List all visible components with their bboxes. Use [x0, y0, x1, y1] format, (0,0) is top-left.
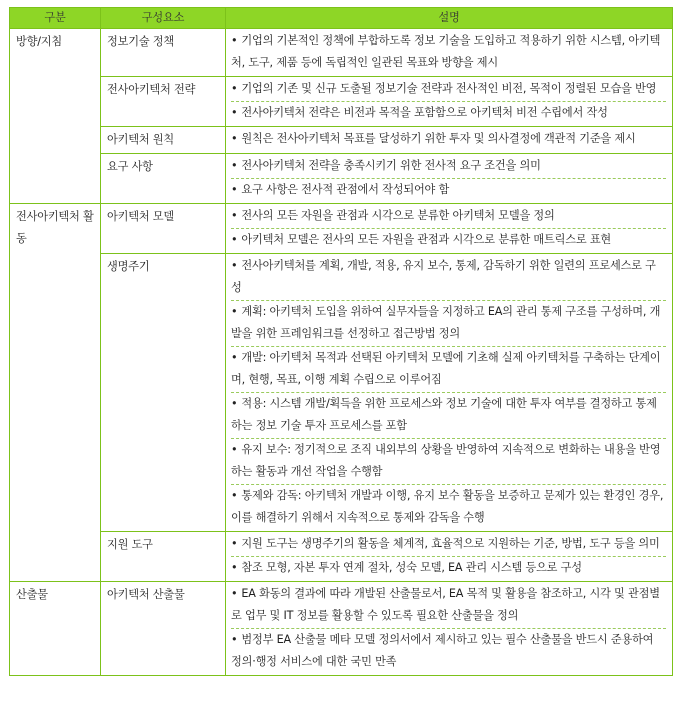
bullet-text: 통제와 감독: 아키텍처 개발과 이행, 유지 보수 활동을 보증하고 문제가 있는 환경인 경우, 이를 해결하기 위해서 지속적으로 통제와 감독을 수행 — [231, 489, 664, 524]
bullet-icon: • — [231, 159, 238, 172]
description-bullet — [231, 439, 666, 485]
description-bullet — [231, 533, 666, 557]
bullet-icon: • — [231, 489, 238, 502]
component-cell: 아키텍처 모델 — [101, 204, 226, 254]
bullet-icon: • — [231, 132, 238, 145]
component-cell: 아키텍처 원칙 — [101, 127, 226, 154]
bullet-icon: • — [231, 106, 238, 119]
category-cell: 산출물 — [10, 582, 101, 676]
component-cell: 정보기술 정책 — [101, 29, 226, 77]
table-row — [10, 254, 673, 532]
description-bullet — [231, 155, 666, 179]
table-header — [10, 8, 673, 29]
bullet-icon: • — [231, 587, 238, 600]
description-bullet — [231, 255, 666, 301]
bullet-text: 개발: 아키텍처 목적과 선택된 아키텍처 모델에 기초해 실제 아키텍처를 구축하는 단계이며, 현행, 목표, 이행 계획 수립으로 이루어짐 — [231, 351, 661, 386]
description-bullet — [231, 78, 666, 102]
bullet-text: 계획: 아키텍처 도입을 위하여 실무자들을 지정하고 EA의 관리 통제 구조를 구성하며, 개발을 위한 프레임워크를 선정하고 접근방법 정의 — [231, 305, 661, 340]
description-cell — [226, 582, 673, 676]
description-bullet — [231, 583, 666, 629]
description-bullet — [231, 393, 666, 439]
description-bullet — [231, 179, 666, 202]
description-bullet — [231, 30, 666, 75]
table-row — [10, 204, 673, 254]
header-row — [10, 8, 673, 29]
bullet-icon: • — [231, 561, 238, 574]
bullet-text: 지원 도구는 생명주기의 활동을 체계적, 효율적으로 지원하는 기준, 방법, 도구 등을 의미 — [241, 537, 660, 550]
component-cell: 전사아키텍처 전략 — [101, 77, 226, 127]
description-cell — [226, 154, 673, 204]
component-cell: 생명주기 — [101, 254, 226, 532]
bullet-text: 적용: 시스템 개발/획득을 위한 프로세스와 정보 기술에 대한 투자 여부를 결정하고 통제하는 정보 기술 투자 프로세스를 포함 — [231, 397, 657, 432]
bullet-icon: • — [231, 82, 238, 95]
description-cell — [226, 29, 673, 77]
table-row — [10, 154, 673, 204]
component-cell: 지원 도구 — [101, 532, 226, 582]
table-row — [10, 29, 673, 77]
component-cell: 아키텍처 산출물 — [101, 582, 226, 676]
bullet-text: 전사의 모든 자원을 관점과 시각으로 분류한 아키텍처 모델을 정의 — [241, 209, 555, 222]
description-bullet — [231, 557, 666, 580]
bullet-icon: • — [231, 209, 238, 222]
table-row — [10, 532, 673, 582]
header-category: 구분 — [10, 8, 101, 29]
bullet-icon: • — [231, 443, 238, 456]
description-cell — [226, 127, 673, 154]
bullet-text: 전사아키텍처를 계획, 개발, 적용, 유지 보수, 통제, 감독하기 위한 일련의 프로세스로 구성 — [231, 259, 656, 294]
component-cell: 요구 사항 — [101, 154, 226, 204]
bullet-text: 기업의 기존 및 신규 도출될 정보기술 전략과 전사적인 비전, 목적이 정렬된 모습을 반영 — [241, 82, 657, 95]
description-bullet — [231, 629, 666, 674]
description-bullet — [231, 128, 666, 151]
bullet-text: 유지 보수: 정기적으로 조직 내외부의 상황을 반영하여 지속적으로 변화하는 내용을 반영하는 활동과 개선 작업을 수행함 — [231, 443, 661, 478]
bullet-text: EA 화동의 결과에 따라 개발된 산출물로서, EA 목적 및 활용을 참조하고, 시각 및 관점별로 업무 및 IT 정보를 활용할 수 있도록 필요한 산출물을 정의 — [231, 587, 660, 622]
description-cell — [226, 532, 673, 582]
bullet-icon: • — [231, 259, 238, 272]
bullet-icon: • — [231, 183, 238, 196]
bullet-icon: • — [231, 34, 238, 47]
description-cell — [226, 77, 673, 127]
description-bullet — [231, 102, 666, 125]
bullet-text: 원칙은 전사아키텍처 목표를 달성하기 위한 투자 및 의사결정에 객관적 기준을 제시 — [241, 132, 636, 145]
description-cell — [226, 204, 673, 254]
description-bullet — [231, 229, 666, 252]
bullet-text: 범정부 EA 산출물 메타 모델 정의서에서 제시하고 있는 필수 산출물을 반드시 준용하여 정의·행정 서비스에 대한 국민 만족 — [231, 633, 654, 668]
description-bullet — [231, 301, 666, 347]
description-bullet — [231, 205, 666, 229]
ea-components-table — [9, 7, 673, 676]
bullet-icon: • — [231, 397, 238, 410]
bullet-text: 요구 사항은 전사적 관점에서 작성되어야 함 — [241, 183, 450, 196]
bullet-text: 참조 모형, 자본 투자 연계 절차, 성숙 모델, EA 관리 시스템 등으로 구성 — [241, 561, 582, 574]
header-description: 설명 — [226, 8, 673, 29]
header-component: 구성요소 — [101, 8, 226, 29]
bullet-icon: • — [231, 537, 238, 550]
bullet-text: 아키텍처 모델은 전사의 모든 자원을 관점과 시각으로 분류한 매트릭스로 표현 — [241, 233, 612, 246]
description-bullet — [231, 485, 666, 530]
description-cell — [226, 254, 673, 532]
category-cell: 전사아키텍처 활동 — [10, 204, 101, 582]
bullet-icon: • — [231, 351, 238, 364]
bullet-icon: • — [231, 233, 238, 246]
bullet-text: 기업의 기본적인 정책에 부합하도록 정보 기술을 도입하고 적용하기 위한 시스템, 아키텍처, 도구, 제품 등에 독립적인 일관된 목표와 방향을 제시 — [231, 34, 661, 69]
description-bullet — [231, 347, 666, 393]
table-body — [10, 29, 673, 676]
category-cell: 방향/지침 — [10, 29, 101, 204]
bullet-text: 전사아키텍처 전략은 비전과 목적을 포함함으로 아키텍처 비전 수립에서 작성 — [241, 106, 608, 119]
bullet-icon: • — [231, 305, 238, 318]
bullet-text: 전사아키텍처 전략을 충족시키기 위한 전사적 요구 조건을 의미 — [241, 159, 541, 172]
table-row — [10, 582, 673, 676]
table-row — [10, 127, 673, 154]
table-row — [10, 77, 673, 127]
bullet-icon: • — [231, 633, 238, 646]
